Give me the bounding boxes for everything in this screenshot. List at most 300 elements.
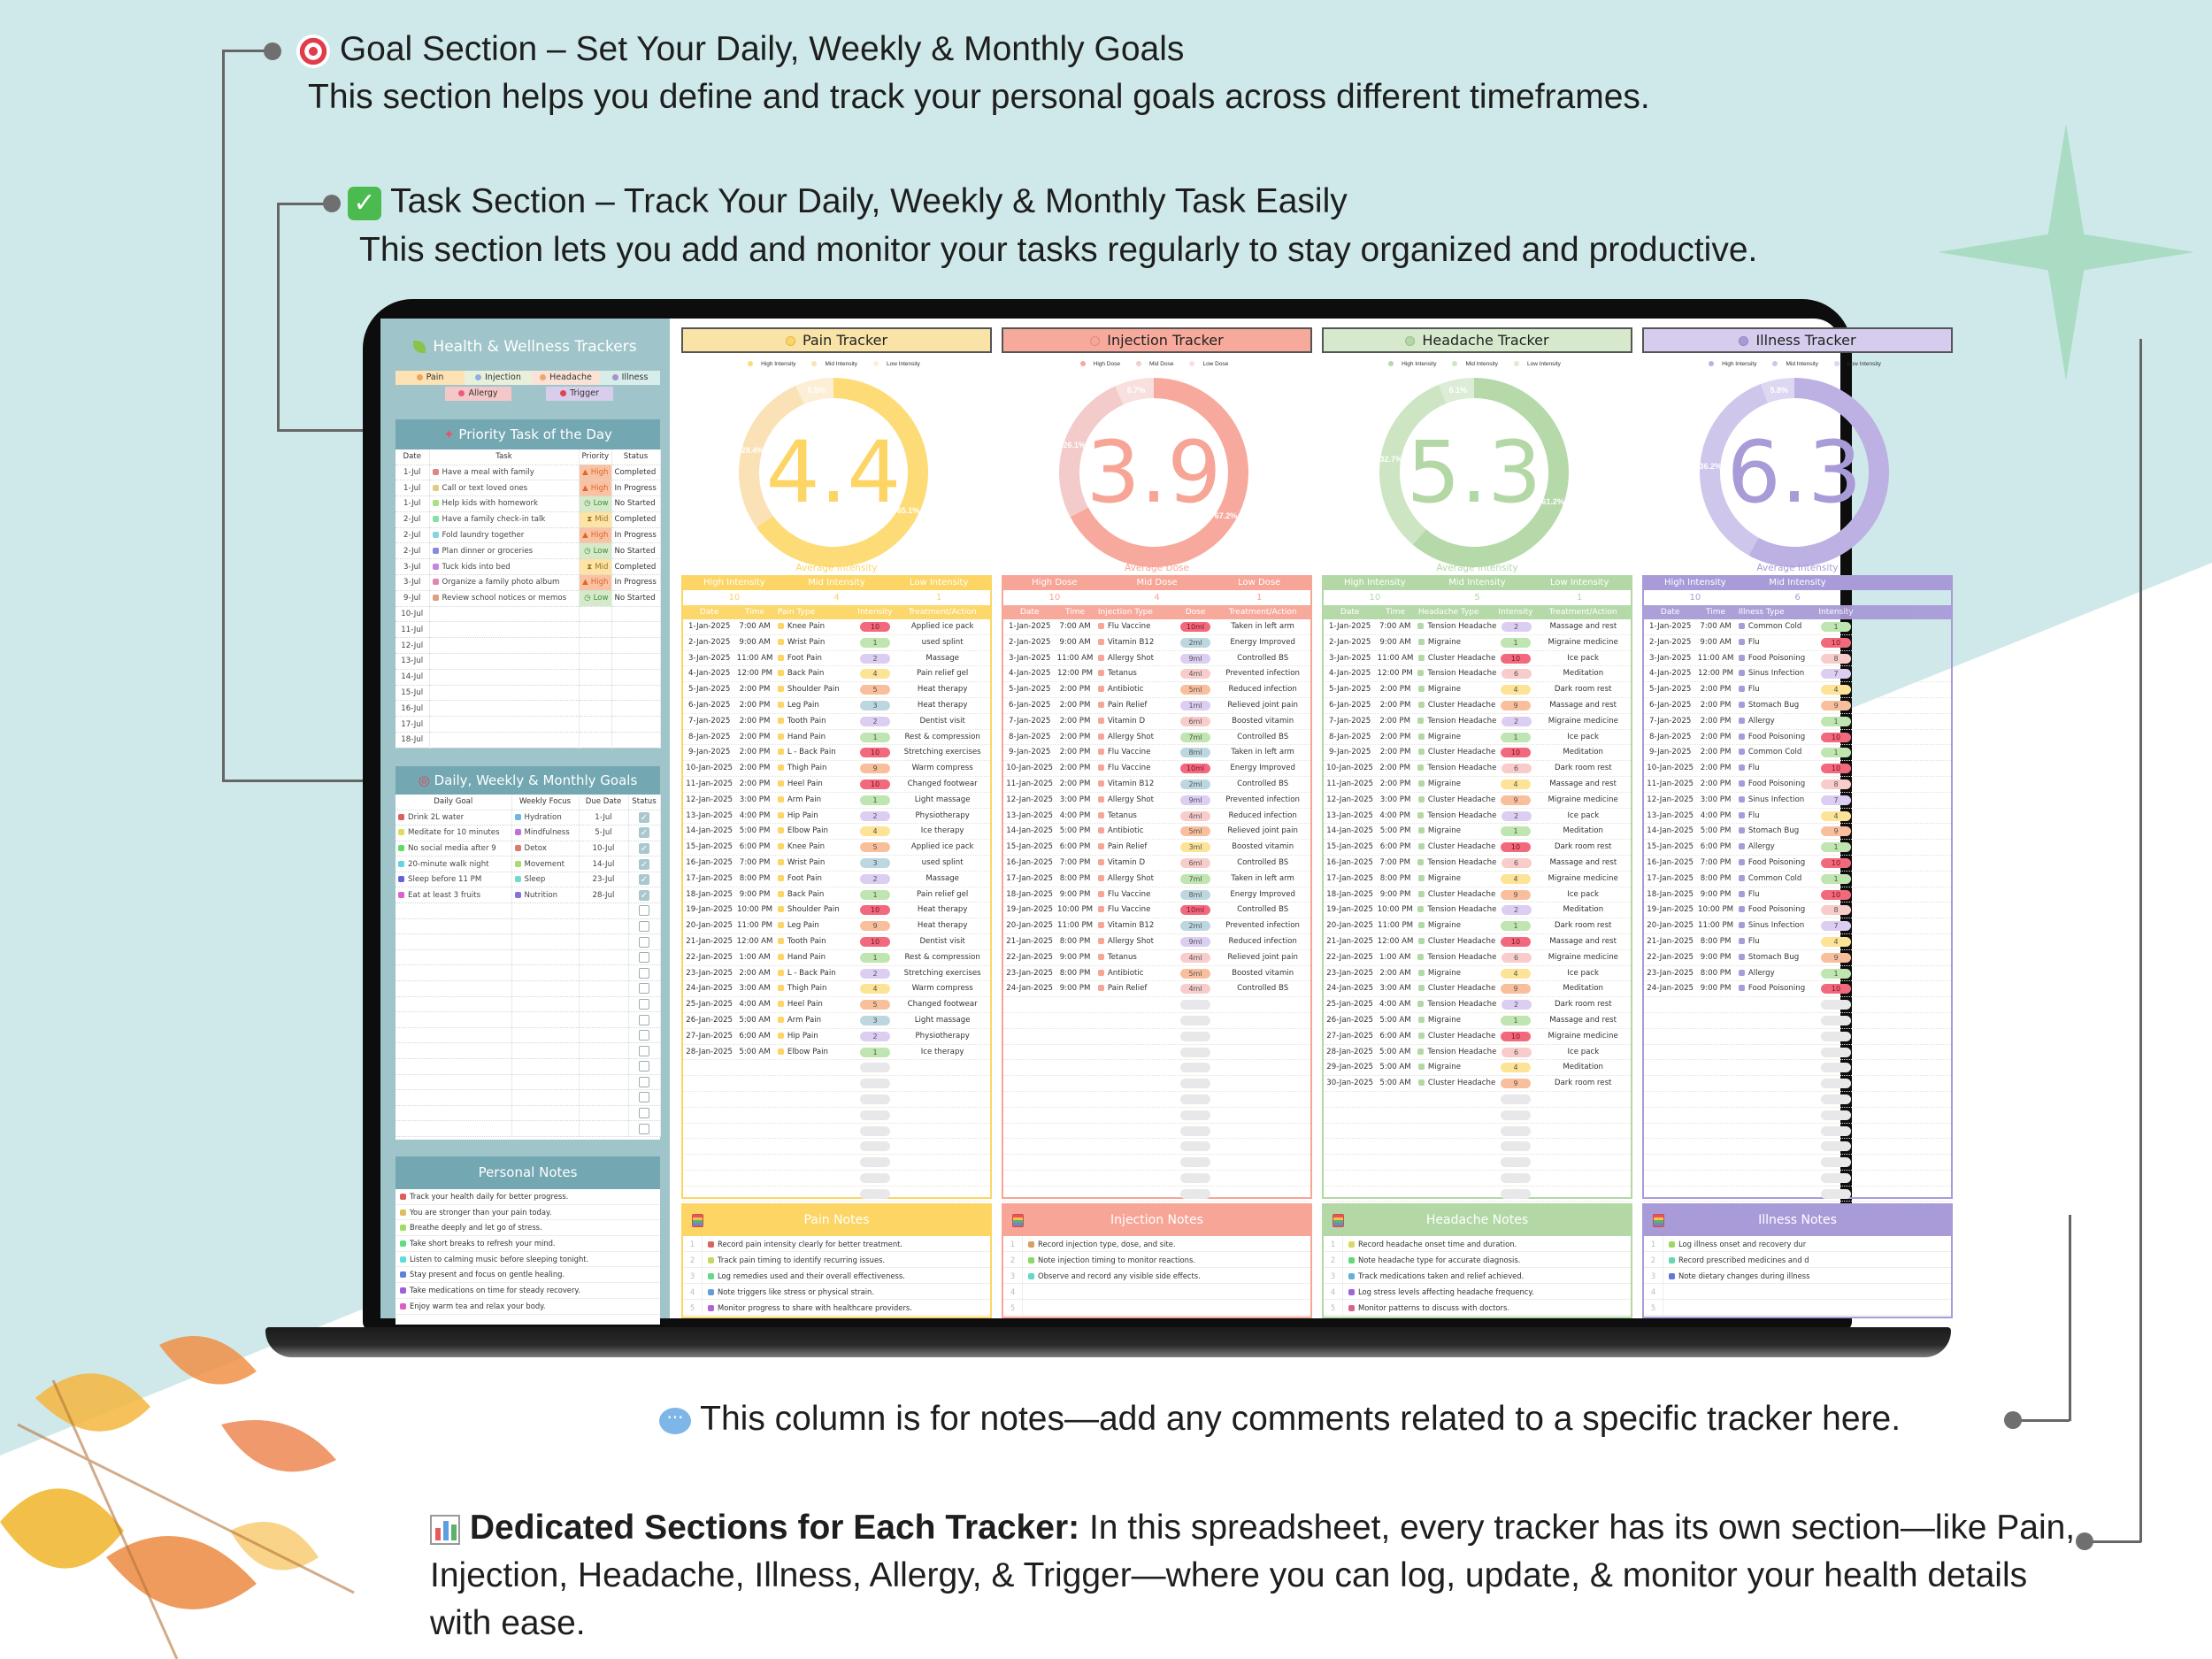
note-row[interactable]	[1324, 1252, 1631, 1268]
tracker-row[interactable]	[683, 887, 990, 903]
type-cell[interactable]	[774, 966, 856, 981]
value-cell[interactable]	[1496, 966, 1535, 981]
type-cell[interactable]	[1735, 777, 1816, 792]
date-cell[interactable]	[1003, 1045, 1056, 1060]
table-row[interactable]	[396, 622, 660, 638]
time-cell[interactable]	[1696, 934, 1735, 949]
action-cell[interactable]	[895, 730, 990, 745]
time-cell[interactable]	[1376, 950, 1414, 965]
empty-row[interactable]	[1644, 1013, 1951, 1029]
action-cell[interactable]	[1855, 840, 1951, 855]
type-cell[interactable]	[1415, 1155, 1496, 1170]
type-cell[interactable]	[1735, 1139, 1816, 1154]
date-cell[interactable]	[1003, 1139, 1056, 1154]
type-cell[interactable]	[774, 682, 856, 697]
action-cell[interactable]	[1215, 966, 1310, 981]
date-cell[interactable]	[683, 1139, 735, 1154]
empty-row[interactable]	[1324, 1139, 1631, 1155]
empty-row[interactable]	[1003, 1155, 1310, 1171]
type-cell[interactable]	[774, 950, 856, 965]
action-cell[interactable]	[1215, 856, 1310, 871]
tracker-row[interactable]	[1324, 714, 1631, 730]
action-cell[interactable]	[895, 1013, 990, 1028]
time-cell[interactable]	[1696, 651, 1735, 666]
empty-row[interactable]	[683, 1124, 990, 1140]
action-cell[interactable]	[1215, 1155, 1310, 1170]
type-cell[interactable]	[1414, 1045, 1496, 1060]
action-cell[interactable]	[1855, 635, 1951, 650]
date-cell[interactable]	[1324, 651, 1376, 666]
time-cell[interactable]	[1376, 1029, 1415, 1044]
time-cell[interactable]	[735, 1139, 774, 1154]
action-cell[interactable]	[1535, 1092, 1631, 1107]
date-cell[interactable]	[1003, 918, 1056, 933]
type-cell[interactable]	[774, 887, 856, 902]
date-cell[interactable]	[683, 872, 735, 887]
value-cell[interactable]	[1496, 824, 1535, 839]
status-checkbox[interactable]: ✓	[640, 843, 649, 854]
time-cell[interactable]	[1696, 619, 1735, 634]
tracker-row[interactable]	[1003, 651, 1310, 667]
date-cell[interactable]	[1324, 714, 1376, 729]
time-cell[interactable]	[1696, 918, 1735, 933]
time-cell[interactable]	[1696, 887, 1735, 902]
type-cell[interactable]	[1094, 619, 1176, 634]
action-cell[interactable]	[1535, 981, 1631, 996]
action-cell[interactable]	[1215, 1171, 1310, 1186]
action-cell[interactable]	[1855, 856, 1951, 871]
task-cell[interactable]	[429, 543, 579, 559]
action-cell[interactable]	[1855, 1187, 1951, 1202]
value-cell[interactable]	[1816, 1076, 1855, 1091]
action-cell[interactable]	[895, 1139, 990, 1154]
tracker-row[interactable]	[1324, 997, 1631, 1013]
date-cell[interactable]	[1324, 902, 1376, 918]
value-cell[interactable]	[1176, 745, 1215, 760]
action-cell[interactable]	[895, 950, 990, 965]
value-cell[interactable]	[856, 1076, 895, 1091]
action-cell[interactable]	[1535, 682, 1631, 697]
tracker-row[interactable]	[1324, 981, 1631, 997]
status-checkbox[interactable]	[639, 1077, 649, 1087]
tracker-row[interactable]	[1324, 856, 1631, 872]
date-cell[interactable]	[1644, 966, 1696, 981]
value-cell[interactable]	[1176, 761, 1215, 776]
table-row[interactable]	[396, 496, 660, 512]
value-cell[interactable]	[1496, 1171, 1535, 1186]
type-cell[interactable]	[1735, 1029, 1816, 1044]
date-cell[interactable]	[683, 698, 735, 713]
type-cell[interactable]	[1414, 666, 1496, 681]
type-cell[interactable]	[1735, 635, 1816, 650]
date-cell[interactable]	[1644, 887, 1696, 902]
tracker-row[interactable]	[1324, 635, 1631, 651]
type-cell[interactable]	[1094, 666, 1176, 681]
value-cell[interactable]	[1816, 950, 1855, 965]
tracker-row[interactable]	[1003, 682, 1310, 698]
date-cell[interactable]	[1644, 730, 1696, 745]
priority-cell[interactable]	[579, 701, 611, 717]
tracker-row[interactable]	[1644, 777, 1951, 793]
date-cell[interactable]	[1644, 856, 1696, 871]
date-cell[interactable]	[1644, 793, 1696, 808]
time-cell[interactable]	[1376, 966, 1415, 981]
empty-row[interactable]	[683, 1108, 990, 1124]
value-cell[interactable]	[1496, 714, 1535, 729]
time-cell[interactable]	[1696, 840, 1735, 855]
value-cell[interactable]	[1496, 793, 1535, 808]
type-cell[interactable]	[774, 1045, 856, 1060]
time-cell[interactable]	[1056, 902, 1094, 918]
action-cell[interactable]	[1855, 966, 1951, 981]
action-cell[interactable]	[1215, 997, 1310, 1012]
action-cell[interactable]	[1536, 997, 1631, 1012]
empty-row[interactable]	[1003, 1139, 1310, 1155]
value-cell[interactable]	[1176, 1139, 1215, 1154]
note-text-cell[interactable]	[1023, 1268, 1201, 1283]
status-checkbox[interactable]	[639, 1108, 649, 1118]
value-cell[interactable]	[1816, 966, 1855, 981]
priority-cell[interactable]	[579, 559, 611, 575]
action-cell[interactable]	[895, 651, 990, 666]
date-cell[interactable]	[1644, 619, 1696, 634]
tracker-row[interactable]	[1324, 698, 1631, 714]
date-cell[interactable]	[1324, 619, 1376, 634]
action-cell[interactable]	[1215, 635, 1310, 650]
action-cell[interactable]	[1535, 918, 1631, 933]
value-cell[interactable]	[1816, 1092, 1855, 1107]
time-cell[interactable]	[1056, 1013, 1094, 1028]
action-cell[interactable]	[1855, 1171, 1951, 1186]
type-cell[interactable]	[1415, 682, 1496, 697]
type-cell[interactable]	[1735, 793, 1816, 808]
note-row[interactable]	[1003, 1252, 1310, 1268]
tracker-row[interactable]	[1644, 730, 1951, 746]
time-cell[interactable]	[1056, 666, 1094, 681]
weekly-focus[interactable]	[511, 1059, 579, 1075]
status-checkbox[interactable]: ✓	[640, 859, 649, 870]
goal-row[interactable]	[396, 1074, 660, 1090]
empty-row[interactable]	[1324, 1108, 1631, 1124]
date-cell[interactable]	[1003, 793, 1056, 808]
table-row[interactable]	[396, 701, 660, 717]
type-cell[interactable]	[1735, 1092, 1816, 1107]
action-cell[interactable]	[1536, 666, 1631, 681]
time-cell[interactable]	[1696, 682, 1735, 697]
time-cell[interactable]	[1696, 666, 1735, 681]
type-cell[interactable]	[1415, 840, 1496, 855]
type-cell[interactable]	[774, 730, 856, 745]
time-cell[interactable]	[1696, 777, 1735, 792]
action-cell[interactable]	[1855, 981, 1951, 996]
date-cell[interactable]	[683, 619, 735, 634]
type-cell[interactable]	[774, 777, 856, 792]
action-cell[interactable]	[1855, 730, 1951, 745]
action-cell[interactable]	[1535, 824, 1631, 839]
date-cell[interactable]	[1003, 1155, 1056, 1170]
value-cell[interactable]	[1496, 918, 1535, 933]
note-text-cell[interactable]	[1343, 1284, 1534, 1299]
tracker-row[interactable]	[683, 872, 990, 887]
weekly-focus[interactable]	[511, 918, 579, 934]
value-cell[interactable]	[856, 966, 895, 981]
type-cell[interactable]	[1094, 872, 1176, 887]
date-cell[interactable]	[1644, 1029, 1696, 1044]
action-cell[interactable]	[895, 856, 990, 871]
time-cell[interactable]	[1056, 981, 1094, 996]
tracker-row[interactable]	[1003, 761, 1310, 777]
date-cell[interactable]	[683, 840, 735, 855]
type-cell[interactable]	[1094, 745, 1176, 760]
type-cell[interactable]	[1735, 1155, 1816, 1170]
time-cell[interactable]	[1696, 1171, 1735, 1186]
daily-goal[interactable]	[396, 1090, 511, 1106]
time-cell[interactable]	[1696, 1060, 1735, 1075]
time-cell[interactable]	[1376, 1155, 1415, 1170]
action-cell[interactable]	[1215, 1108, 1310, 1123]
value-cell[interactable]	[1816, 730, 1855, 745]
goal-row[interactable]	[396, 887, 660, 903]
time-cell[interactable]	[1376, 918, 1415, 933]
value-cell[interactable]	[1816, 666, 1855, 681]
date-cell[interactable]	[1003, 1187, 1056, 1202]
value-cell[interactable]	[1176, 1108, 1215, 1123]
time-cell[interactable]	[1696, 761, 1735, 776]
type-cell[interactable]	[1094, 1060, 1176, 1075]
daily-goal[interactable]	[396, 1012, 511, 1028]
time-cell[interactable]	[735, 1076, 774, 1091]
tracker-row[interactable]	[1003, 635, 1310, 651]
action-cell[interactable]	[1215, 872, 1310, 887]
tracker-row[interactable]	[1003, 714, 1310, 730]
value-cell[interactable]	[1496, 1060, 1535, 1075]
tracker-row[interactable]	[683, 745, 990, 761]
value-cell[interactable]	[1496, 856, 1535, 871]
task-cell[interactable]	[429, 717, 579, 733]
time-cell[interactable]	[1056, 934, 1094, 949]
type-cell[interactable]	[1415, 635, 1496, 650]
value-cell[interactable]	[856, 1171, 895, 1186]
task-status[interactable]: Completed	[611, 465, 660, 480]
time-cell[interactable]	[1696, 824, 1735, 839]
task-cell[interactable]	[429, 654, 579, 670]
value-cell[interactable]	[1816, 761, 1855, 776]
value-cell[interactable]	[1496, 1092, 1535, 1107]
type-cell[interactable]	[1414, 997, 1496, 1012]
type-cell[interactable]	[1415, 777, 1496, 792]
date-cell[interactable]	[1003, 824, 1056, 839]
action-cell[interactable]	[1215, 1029, 1310, 1044]
action-cell[interactable]	[1855, 793, 1951, 808]
tracker-row[interactable]	[1324, 730, 1631, 746]
tracker-row[interactable]	[1324, 887, 1631, 903]
time-cell[interactable]	[735, 619, 774, 634]
time-cell[interactable]	[1056, 682, 1094, 697]
date-cell[interactable]	[683, 856, 735, 871]
action-cell[interactable]	[895, 918, 990, 933]
tracker-row[interactable]	[1324, 809, 1631, 825]
daily-goal[interactable]	[396, 1105, 511, 1121]
tracker-row[interactable]	[1644, 635, 1951, 651]
date-cell[interactable]	[1324, 872, 1376, 887]
note-row[interactable]	[1324, 1300, 1631, 1316]
action-cell[interactable]	[895, 635, 990, 650]
goal-row[interactable]	[396, 981, 660, 997]
action-cell[interactable]	[1215, 887, 1310, 902]
time-cell[interactable]	[1056, 761, 1094, 776]
goal-row[interactable]	[396, 810, 660, 826]
task-status[interactable]: No Started	[611, 496, 660, 512]
empty-row[interactable]	[683, 1155, 990, 1171]
priority-cell[interactable]	[579, 527, 611, 543]
weekly-focus[interactable]	[511, 903, 579, 919]
value-cell[interactable]	[1176, 682, 1215, 697]
date-cell[interactable]	[683, 1124, 735, 1139]
status-checkbox[interactable]	[639, 1015, 649, 1025]
value-cell[interactable]	[1816, 981, 1855, 996]
task-status[interactable]	[611, 638, 660, 654]
type-cell[interactable]	[1094, 981, 1176, 996]
date-cell[interactable]	[683, 793, 735, 808]
action-cell[interactable]	[1855, 809, 1951, 824]
type-cell[interactable]	[1415, 981, 1496, 996]
value-cell[interactable]	[1176, 1155, 1215, 1170]
date-cell[interactable]	[683, 761, 735, 776]
tracker-row[interactable]	[1644, 824, 1951, 840]
date-cell[interactable]	[1324, 1076, 1376, 1091]
value-cell[interactable]	[1176, 1124, 1215, 1139]
empty-row[interactable]	[1644, 1076, 1951, 1092]
value-cell[interactable]	[1496, 1045, 1535, 1060]
value-cell[interactable]	[1816, 698, 1855, 713]
date-cell[interactable]	[1324, 840, 1376, 855]
action-cell[interactable]	[1215, 793, 1310, 808]
time-cell[interactable]	[735, 840, 774, 855]
empty-row[interactable]	[683, 1076, 990, 1092]
goal-row[interactable]	[396, 826, 660, 841]
table-row[interactable]	[396, 606, 660, 622]
priority-cell[interactable]	[579, 622, 611, 638]
time-cell[interactable]	[1696, 635, 1735, 650]
type-cell[interactable]	[1415, 793, 1496, 808]
daily-goal[interactable]	[396, 918, 511, 934]
action-cell[interactable]	[1855, 934, 1951, 949]
time-cell[interactable]	[735, 666, 774, 681]
tracker-row[interactable]	[1324, 1045, 1631, 1061]
value-cell[interactable]	[1816, 872, 1855, 887]
task-cell[interactable]	[429, 701, 579, 717]
time-cell[interactable]	[1376, 793, 1415, 808]
type-cell[interactable]	[1415, 1187, 1496, 1202]
status-checkbox[interactable]	[639, 921, 649, 932]
action-cell[interactable]	[895, 966, 990, 981]
date-cell[interactable]	[1324, 981, 1376, 996]
date-cell[interactable]	[1003, 682, 1056, 697]
date-cell[interactable]	[1644, 666, 1696, 681]
type-cell[interactable]	[1094, 1139, 1176, 1154]
table-row[interactable]	[396, 480, 660, 496]
date-cell[interactable]	[1324, 1108, 1376, 1123]
type-cell[interactable]	[1415, 918, 1496, 933]
time-cell[interactable]	[1056, 1155, 1094, 1170]
note-text-cell[interactable]	[703, 1300, 912, 1315]
daily-goal[interactable]	[396, 856, 511, 872]
tracker-row[interactable]	[1324, 619, 1631, 635]
type-cell[interactable]	[1735, 872, 1816, 887]
type-cell[interactable]	[774, 824, 856, 839]
tracker-row[interactable]	[1003, 809, 1310, 825]
action-cell[interactable]	[1536, 1045, 1631, 1060]
time-cell[interactable]	[735, 872, 774, 887]
type-cell[interactable]	[1735, 981, 1816, 996]
time-cell[interactable]	[735, 981, 774, 996]
time-cell[interactable]	[1696, 872, 1735, 887]
time-cell[interactable]	[735, 635, 774, 650]
value-cell[interactable]	[856, 856, 895, 871]
value-cell[interactable]	[1496, 777, 1535, 792]
action-cell[interactable]	[895, 902, 990, 918]
time-cell[interactable]	[1056, 950, 1094, 965]
tracker-row[interactable]	[1324, 793, 1631, 809]
action-cell[interactable]	[1535, 793, 1631, 808]
tracker-row[interactable]	[683, 714, 990, 730]
table-row[interactable]	[396, 465, 660, 480]
time-cell[interactable]	[1376, 651, 1415, 666]
task-cell[interactable]	[429, 685, 579, 701]
tracker-row[interactable]	[683, 966, 990, 982]
action-cell[interactable]	[895, 1187, 990, 1202]
empty-row[interactable]	[683, 1139, 990, 1155]
priority-cell[interactable]	[579, 606, 611, 622]
value-cell[interactable]	[1176, 887, 1215, 902]
tracker-row[interactable]	[1324, 1029, 1631, 1045]
value-cell[interactable]	[856, 887, 895, 902]
value-cell[interactable]	[856, 981, 895, 996]
value-cell[interactable]	[1176, 1060, 1215, 1075]
value-cell[interactable]	[1496, 887, 1535, 902]
action-cell[interactable]	[895, 1060, 990, 1075]
tracker-row[interactable]	[683, 666, 990, 682]
daily-goal[interactable]	[396, 826, 511, 841]
date-cell[interactable]	[1644, 1045, 1696, 1060]
tracker-row[interactable]	[683, 651, 990, 667]
tracker-row[interactable]	[683, 619, 990, 635]
tracker-row[interactable]	[1644, 682, 1951, 698]
type-cell[interactable]	[774, 745, 856, 760]
value-cell[interactable]	[1496, 934, 1535, 949]
value-cell[interactable]	[1496, 730, 1535, 745]
action-cell[interactable]	[1215, 840, 1310, 855]
value-cell[interactable]	[856, 1060, 895, 1075]
task-cell[interactable]	[429, 559, 579, 575]
type-cell[interactable]	[1415, 872, 1496, 887]
time-cell[interactable]	[1376, 1076, 1415, 1091]
type-cell[interactable]	[1415, 1124, 1496, 1139]
daily-goal[interactable]	[396, 965, 511, 981]
action-cell[interactable]	[1855, 1013, 1951, 1028]
time-cell[interactable]	[1696, 1076, 1735, 1091]
note-row[interactable]	[1644, 1268, 1951, 1284]
value-cell[interactable]	[1176, 793, 1215, 808]
date-cell[interactable]	[683, 635, 735, 650]
tracker-row[interactable]	[683, 635, 990, 651]
time-cell[interactable]	[1696, 1029, 1735, 1044]
action-cell[interactable]	[1855, 1045, 1951, 1060]
time-cell[interactable]	[1376, 745, 1415, 760]
table-row[interactable]	[396, 590, 660, 606]
value-cell[interactable]	[1496, 981, 1535, 996]
goal-row[interactable]	[396, 1027, 660, 1043]
